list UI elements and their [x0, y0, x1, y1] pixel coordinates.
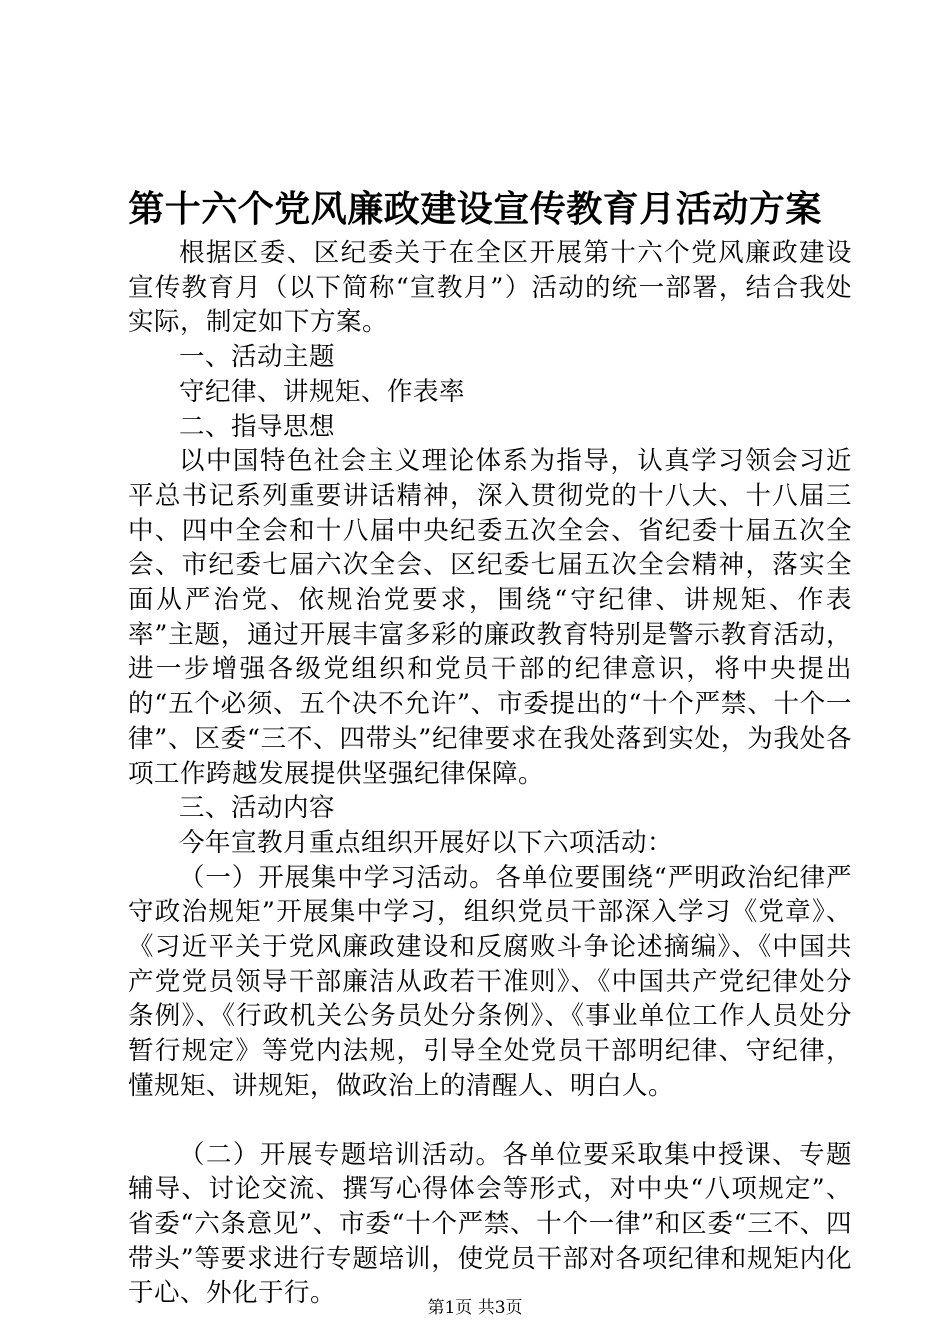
document-title: 第十六个党风廉政建设宣传教育月活动方案	[128, 188, 822, 230]
section-heading-guidance: 二、指导思想	[179, 411, 336, 442]
section-heading-theme: 一、活动主题	[179, 342, 336, 373]
guidance-paragraph: 以中国特色社会主义理论体系为指导，认真学习领会习近平总书记系列重要讲话精神，深入贯彻党的十八大、十八届三中、四中全会和十八届中央纪委五次全会、省纪委十届五次全会、市纪委七届六次全会、区纪委七届五次全会精神，落实全面从严治党、依规治党要求，围绕“守纪律、讲规矩、作表率”主题，通过开展丰富多彩的廉政教育特别是警示教育活动，进一步增强各级党组织和党员干部的纪律意识，将中央提出的“五个必须、五个决不允许”、市委提出的“十个严禁、十个一律”、区委“三不、四带头”纪律要求在我处落到实处，为我处各项工作跨越发展提供坚强纪律保障。	[128, 446, 852, 789]
activity-item-2: （二）开展专题培训活动。各单位要采取集中授课、专题辅导、讨论交流、撰写心得体会等形式，对中央“八项规定”、省委“六条意见”、市委“十个严禁、十个一律”和区委“三不、四带头”等要求进行专题培训，使党员干部对各项纪律和规矩内化于心、外化于行。	[128, 1139, 852, 1309]
section-heading-content: 三、活动内容	[179, 793, 336, 824]
theme-text: 守纪律、讲规矩、作表率	[179, 376, 466, 407]
content-intro: 今年宣教月重点组织开展好以下六项活动：	[179, 827, 674, 858]
document-body	[128, 236, 852, 1311]
intro-paragraph: 根据区委、区纪委关于在全区开展第十六个党风廉政建设宣传教育月（以下简称“宣教月”）活动的统一部署，结合我处实际，制定如下方案。	[128, 238, 852, 338]
activity-item-1: （一）开展集中学习活动。各单位要围绕“严明政治纪律严守政治规矩”开展集中学习，组织党员干部深入学习《党章》、《习近平关于党风廉政建设和反腐败斗争论述摘编》、《中国共产党党员领导干部廉洁从政若干准则》、《中国共产党纪律处分条例》、《行政机关公务员处分条例》、《事业单位工作人员处分暂行规定》等党内法规，引导全处党员干部明纪律、守纪律，懂规矩、讲规矩，做政治上的清醒人、明白人。	[128, 862, 852, 1101]
page-footer: 第1页 共3页	[427, 1298, 523, 1318]
